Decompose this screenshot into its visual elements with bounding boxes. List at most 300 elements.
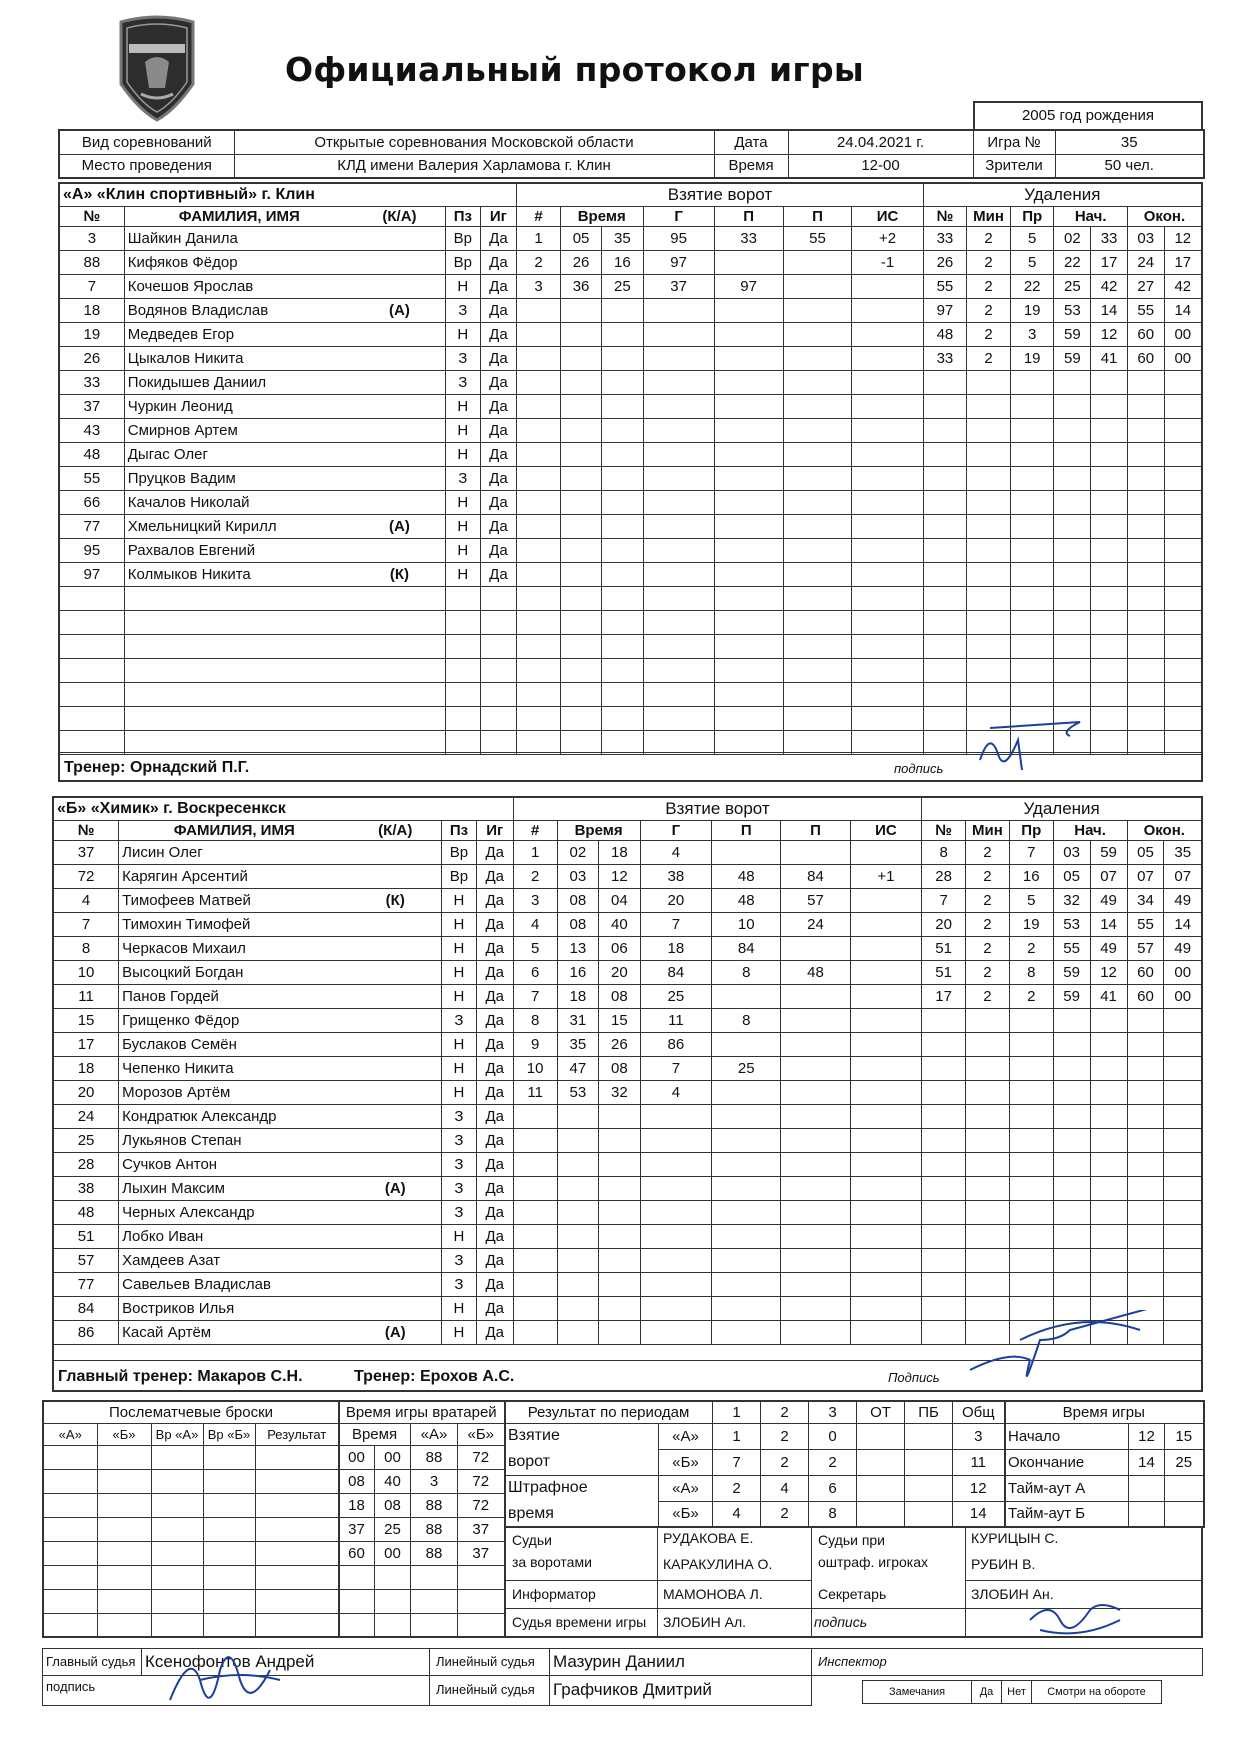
goal-number (517, 466, 561, 490)
goal-scorer (640, 1176, 712, 1200)
period-row (505, 1423, 1005, 1449)
penalties-section-title: Удаления (923, 184, 1201, 206)
goal-scorer: 95 (643, 226, 714, 250)
goal-situation (850, 1224, 922, 1248)
goal-second (602, 586, 643, 610)
goal-number: 11 (513, 1080, 557, 1104)
penalty-start-sec (1091, 610, 1128, 634)
player-role (354, 490, 446, 514)
player-role: (К) (349, 888, 441, 912)
timeout-b-label: Тайм-аут Б (1005, 1501, 1129, 1527)
penalty-end-min (1127, 1224, 1164, 1248)
player-position: Н (446, 538, 480, 562)
team-b-table (54, 798, 1201, 1345)
goal-situation (852, 490, 923, 514)
goal-assist-1 (712, 1128, 781, 1152)
goal-second: 35 (602, 226, 643, 250)
player-played: Да (476, 984, 513, 1008)
penalty-end-min (1127, 634, 1164, 658)
player-role (354, 274, 446, 298)
player-name (124, 610, 354, 634)
goal-number (517, 658, 561, 682)
goal-assist-2 (781, 1200, 850, 1224)
player-name: Чуркин Леонид (124, 394, 354, 418)
goal-situation (852, 442, 923, 466)
goal-assist-1 (714, 250, 783, 274)
goal-judges-label: Судьи (512, 1532, 552, 1548)
penalty-end-sec (1164, 466, 1201, 490)
goal-assist-2 (783, 274, 852, 298)
col-ig: Иг (476, 820, 513, 840)
penalty-player (922, 1176, 966, 1200)
penalty-end-min (1127, 514, 1164, 538)
penalty-player (922, 1056, 966, 1080)
goal-situation (852, 538, 923, 562)
goal-second (602, 610, 643, 634)
goal-assist-1 (712, 1104, 781, 1128)
penalty-minutes (966, 1008, 1010, 1032)
player-position (446, 682, 480, 706)
table-row (60, 490, 1201, 514)
penalty-start-sec: 49 (1090, 936, 1127, 960)
player-position: Н (442, 936, 477, 960)
linesman-label-1: Линейный судья (430, 1648, 550, 1676)
penalty-end-sec (1164, 442, 1201, 466)
penalty-player: 55 (923, 274, 967, 298)
penalty-reason (1009, 1032, 1053, 1056)
player-name: Покидышев Даниил (124, 370, 354, 394)
shootout-table (42, 1400, 340, 1638)
gk-col-time: Время (339, 1423, 411, 1445)
informer-label: Информатор (512, 1586, 596, 1602)
gk-a: 88 (411, 1517, 458, 1541)
referee-name: Ксенофонтов Андрей (142, 1648, 430, 1676)
goal-situation (852, 298, 923, 322)
goal-assist-1 (712, 984, 781, 1008)
player-name: Морозов Артём (119, 1080, 350, 1104)
player-name: Смирнов Артем (124, 418, 354, 442)
period-value (905, 1501, 953, 1527)
goal-scorer: 7 (640, 1056, 712, 1080)
penalty-end-min: 05 (1127, 840, 1164, 864)
penalty-minutes (967, 730, 1011, 754)
goal-scorer (643, 538, 714, 562)
penalty-end-sec (1164, 1104, 1201, 1128)
penalty-minutes (967, 370, 1011, 394)
period-value: 2 (713, 1475, 761, 1501)
goal-number (517, 730, 561, 754)
player-played (480, 658, 517, 682)
goal-number: 7 (513, 984, 557, 1008)
player-role (349, 864, 441, 888)
table-row (60, 394, 1201, 418)
end-hour: 14 (1129, 1449, 1165, 1475)
penalty-start-sec: 41 (1090, 984, 1127, 1008)
penalty-reason (1009, 1128, 1053, 1152)
time-value: 12-00 (788, 154, 973, 178)
penalty-start-sec (1091, 682, 1128, 706)
goal-number (517, 298, 561, 322)
period-row (505, 1449, 1005, 1475)
goal-number (513, 1104, 557, 1128)
penalty-start-sec (1091, 466, 1128, 490)
player-number (60, 586, 124, 610)
penalty-start-min (1053, 1176, 1090, 1200)
penalty-player: 7 (922, 888, 966, 912)
goal-assist-2: 24 (781, 912, 850, 936)
goal-number (517, 370, 561, 394)
penalty-player (923, 490, 967, 514)
goal-second (602, 442, 643, 466)
col-goal-p2: П (783, 206, 852, 226)
goal-situation (850, 840, 922, 864)
goal-minute: 05 (560, 226, 601, 250)
penalty-player (922, 1008, 966, 1032)
goal-number (513, 1200, 557, 1224)
goal-situation: -1 (852, 250, 923, 274)
start-minute: 15 (1165, 1423, 1204, 1449)
penalty-minutes (967, 418, 1011, 442)
secretary-label: Секретарь (818, 1586, 887, 1602)
penalty-end-min (1127, 466, 1164, 490)
penalty-minutes (967, 634, 1011, 658)
gk-a (411, 1589, 458, 1613)
goal-second (599, 1248, 641, 1272)
goal-number: 2 (513, 864, 557, 888)
goal-scorer: 97 (643, 250, 714, 274)
player-role (354, 370, 446, 394)
penalty-minutes (967, 562, 1011, 586)
player-number: 19 (60, 322, 124, 346)
secretary-sign-label: подпись (814, 1614, 868, 1630)
penalty-reason (1009, 1248, 1053, 1272)
goal-minute: 16 (557, 960, 599, 984)
goal-number (517, 346, 561, 370)
goal-minute (560, 706, 601, 730)
penalty-minutes (967, 586, 1011, 610)
player-position: Вр (442, 840, 477, 864)
goal-assist-2 (781, 984, 850, 1008)
goal-scorer: 37 (643, 274, 714, 298)
period-value (905, 1449, 953, 1475)
table-row (54, 984, 1201, 1008)
col-num: № (60, 206, 124, 226)
player-position (446, 730, 480, 754)
col-pz: Пз (446, 206, 480, 226)
penalty-end-min (1127, 418, 1164, 442)
goal-second (602, 514, 643, 538)
goal-assist-1: 84 (712, 936, 781, 960)
penalty-start-sec (1090, 1224, 1127, 1248)
gk-minute (339, 1613, 375, 1637)
goalie-time-title: Время игры вратарей (339, 1401, 505, 1423)
goal-assist-2 (783, 466, 852, 490)
penalty-start-min (1054, 466, 1091, 490)
penalty-reason (1010, 490, 1054, 514)
goal-minute: 03 (557, 864, 599, 888)
goal-assist-1 (714, 418, 783, 442)
goal-second (602, 418, 643, 442)
penalty-reason (1010, 610, 1054, 634)
time-label: Время (714, 154, 788, 178)
gk-b (458, 1565, 505, 1589)
player-number: 86 (54, 1320, 119, 1344)
goal-minute (560, 490, 601, 514)
coach-b-sign-label: Подпись (888, 1370, 940, 1385)
goal-assist-1 (712, 1296, 781, 1320)
remarks-yes[interactable]: Да (972, 1680, 1002, 1704)
goal-minute (560, 322, 601, 346)
player-name: Панов Гордей (119, 984, 350, 1008)
table-row (54, 1176, 1201, 1200)
player-role (349, 1224, 441, 1248)
period-value: 7 (713, 1449, 761, 1475)
penalty-start-sec (1090, 1128, 1127, 1152)
goal-situation (850, 1152, 922, 1176)
penalty-end-sec (1164, 706, 1201, 730)
player-position: З (446, 466, 480, 490)
goal-second: 40 (599, 912, 641, 936)
player-number: 25 (54, 1128, 119, 1152)
col-goal-time: Время (560, 206, 643, 226)
penalty-start-min: 53 (1053, 912, 1090, 936)
penalty-start-min: 02 (1054, 226, 1091, 250)
goal-second (602, 394, 643, 418)
player-number: 28 (54, 1152, 119, 1176)
penalty-player (923, 610, 967, 634)
col-goal-num: # (513, 820, 557, 840)
player-name (124, 586, 354, 610)
player-number (60, 610, 124, 634)
player-name: Буслаков Семён (119, 1032, 350, 1056)
goal-number (517, 586, 561, 610)
penalty-minutes (967, 442, 1011, 466)
goalie-time-table (338, 1400, 506, 1638)
penalty-end-min (1127, 1320, 1164, 1344)
penalty-start-min (1053, 1248, 1090, 1272)
table-row (54, 1248, 1201, 1272)
penalty-start-min (1053, 1152, 1090, 1176)
player-played (480, 610, 517, 634)
referee-label: Главный судья (42, 1648, 142, 1676)
penalty-end-min: 57 (1127, 936, 1164, 960)
penalty-start-min: 22 (1054, 250, 1091, 274)
goal-second: 25 (602, 274, 643, 298)
player-role (354, 466, 446, 490)
goal-minute: 31 (557, 1008, 599, 1032)
shootout-col: Вр «Б» (203, 1423, 255, 1445)
col-pen-min: Мин (966, 820, 1010, 840)
player-position: З (442, 1248, 477, 1272)
penalty-player (923, 418, 967, 442)
penalty-player (922, 1128, 966, 1152)
period-value: 4 (713, 1501, 761, 1527)
date-label: Дата (714, 130, 788, 154)
penalty-start-sec (1090, 1104, 1127, 1128)
goal-scorer (643, 418, 714, 442)
goal-assist-1 (712, 1080, 781, 1104)
player-name: Водянов Владислав (124, 298, 354, 322)
penalty-start-sec (1090, 1296, 1127, 1320)
goal-minute (557, 1320, 599, 1344)
goal-assist-1 (712, 1152, 781, 1176)
player-name: Пруцков Вадим (124, 466, 354, 490)
penalty-end-min (1127, 1176, 1164, 1200)
penalty-end-min (1127, 1200, 1164, 1224)
goal-number: 9 (513, 1032, 557, 1056)
gk-b (458, 1589, 505, 1613)
penalty-start-min (1053, 1296, 1090, 1320)
player-number: 55 (60, 466, 124, 490)
penalty-start-min: 59 (1054, 322, 1091, 346)
player-number: 51 (54, 1224, 119, 1248)
penalty-judge-1: КУРИЦЫН С. (971, 1530, 1059, 1546)
penalty-start-min (1054, 538, 1091, 562)
player-played: Да (480, 490, 517, 514)
linesman-label-2: Линейный судья (430, 1676, 550, 1706)
penalty-player (922, 1032, 966, 1056)
player-name: Медведев Егор (124, 322, 354, 346)
goal-scorer: 38 (640, 864, 712, 888)
penalty-reason (1010, 370, 1054, 394)
penalty-player (922, 1104, 966, 1128)
penalty-end-sec (1164, 1296, 1201, 1320)
penalty-player: 8 (922, 840, 966, 864)
timeout-a-label: Тайм-аут А (1005, 1475, 1129, 1501)
secretary: ЗЛОБИН Ан. (971, 1586, 1054, 1602)
penalty-player (923, 562, 967, 586)
penalty-end-min (1127, 442, 1164, 466)
player-name: Шайкин Данила (124, 226, 354, 250)
player-number: 8 (54, 936, 119, 960)
goal-assist-2 (781, 1320, 850, 1344)
goal-minute (560, 586, 601, 610)
goal-number (517, 562, 561, 586)
penalty-start-sec: 14 (1091, 298, 1128, 322)
remarks-no[interactable]: Нет (1002, 1680, 1032, 1704)
player-played: Да (480, 562, 517, 586)
player-position: З (442, 1152, 477, 1176)
penalty-end-sec (1164, 1056, 1201, 1080)
col-goal-g: Г (640, 820, 712, 840)
player-position: Н (442, 1032, 477, 1056)
col-ka: (К/А) (354, 206, 446, 226)
player-role (349, 1032, 441, 1056)
goal-minute (560, 418, 601, 442)
player-role: (А) (354, 298, 446, 322)
goal-minute (560, 562, 601, 586)
period-col: 1 (713, 1401, 761, 1423)
penalty-start-min (1054, 418, 1091, 442)
player-played: Да (480, 538, 517, 562)
period-value: 4 (761, 1475, 809, 1501)
inspector-label: Инспектор (812, 1648, 1203, 1676)
player-role (349, 1008, 441, 1032)
penalty-minutes (966, 1296, 1010, 1320)
goal-number (517, 706, 561, 730)
player-name: Тимохин Тимофей (119, 912, 350, 936)
penalty-reason: 16 (1009, 864, 1053, 888)
penalty-start-min (1053, 1224, 1090, 1248)
col-pen-num: № (923, 206, 967, 226)
player-number: 66 (60, 490, 124, 514)
col-ig: Иг (480, 206, 517, 226)
penalty-start-sec (1091, 538, 1128, 562)
penalty-start-sec (1091, 442, 1128, 466)
penalty-reason (1009, 1272, 1053, 1296)
penalty-end-sec (1164, 394, 1201, 418)
player-name: Высоцкий Богдан (119, 960, 350, 984)
goal-scorer (643, 490, 714, 514)
penalty-end-sec (1164, 634, 1201, 658)
penalty-reason: 3 (1010, 322, 1054, 346)
penalty-reason (1009, 1008, 1053, 1032)
goal-assist-1 (714, 442, 783, 466)
start-hour: 12 (1129, 1423, 1165, 1449)
table-row (60, 514, 1201, 538)
penalty-minutes: 2 (967, 322, 1011, 346)
player-role (349, 984, 441, 1008)
table-row (60, 346, 1201, 370)
table-row (60, 610, 1201, 634)
period-row-label: Штрафное (505, 1475, 659, 1501)
table-row (54, 1200, 1201, 1224)
penalty-reason (1009, 1296, 1053, 1320)
goal-minute (557, 1200, 599, 1224)
coach-a: Тренер: Орнадский П.Г. (64, 759, 250, 776)
penalty-minutes (966, 1176, 1010, 1200)
goal-assist-1: 10 (712, 912, 781, 936)
goal-situation (852, 634, 923, 658)
penalty-minutes (966, 1080, 1010, 1104)
player-position: Н (442, 1224, 477, 1248)
venue-label: Место проведения (59, 154, 234, 178)
period-value (857, 1475, 905, 1501)
penalty-minutes (966, 1152, 1010, 1176)
goal-situation (852, 562, 923, 586)
penalty-start-sec (1091, 370, 1128, 394)
goal-second (599, 1176, 641, 1200)
goal-situation (852, 730, 923, 754)
goal-minute (560, 682, 601, 706)
goal-situation (850, 936, 922, 960)
player-name (124, 706, 354, 730)
penalty-end-min (1127, 1248, 1164, 1272)
player-number: 24 (54, 1104, 119, 1128)
penalty-player (923, 394, 967, 418)
goal-minute: 18 (557, 984, 599, 1008)
goal-second (602, 634, 643, 658)
gk-second (375, 1589, 411, 1613)
goalie-time-row (339, 1613, 505, 1637)
penalty-start-min: 59 (1054, 346, 1091, 370)
goal-assist-1 (714, 658, 783, 682)
goal-assist-1 (712, 1248, 781, 1272)
period-value: 2 (761, 1449, 809, 1475)
player-role (354, 346, 446, 370)
penalty-start-min (1053, 1032, 1090, 1056)
player-name: Чепенко Никита (119, 1056, 350, 1080)
penalty-start-min: 55 (1053, 936, 1090, 960)
penalty-end-sec (1164, 1008, 1201, 1032)
player-position (446, 610, 480, 634)
period-value: 3 (953, 1423, 1005, 1449)
goal-situation (850, 1272, 922, 1296)
coach-b: Тренер: Ерохов А.С. (354, 1368, 515, 1385)
player-number: 37 (60, 394, 124, 418)
penalty-start-sec (1091, 394, 1128, 418)
goal-scorer (643, 346, 714, 370)
